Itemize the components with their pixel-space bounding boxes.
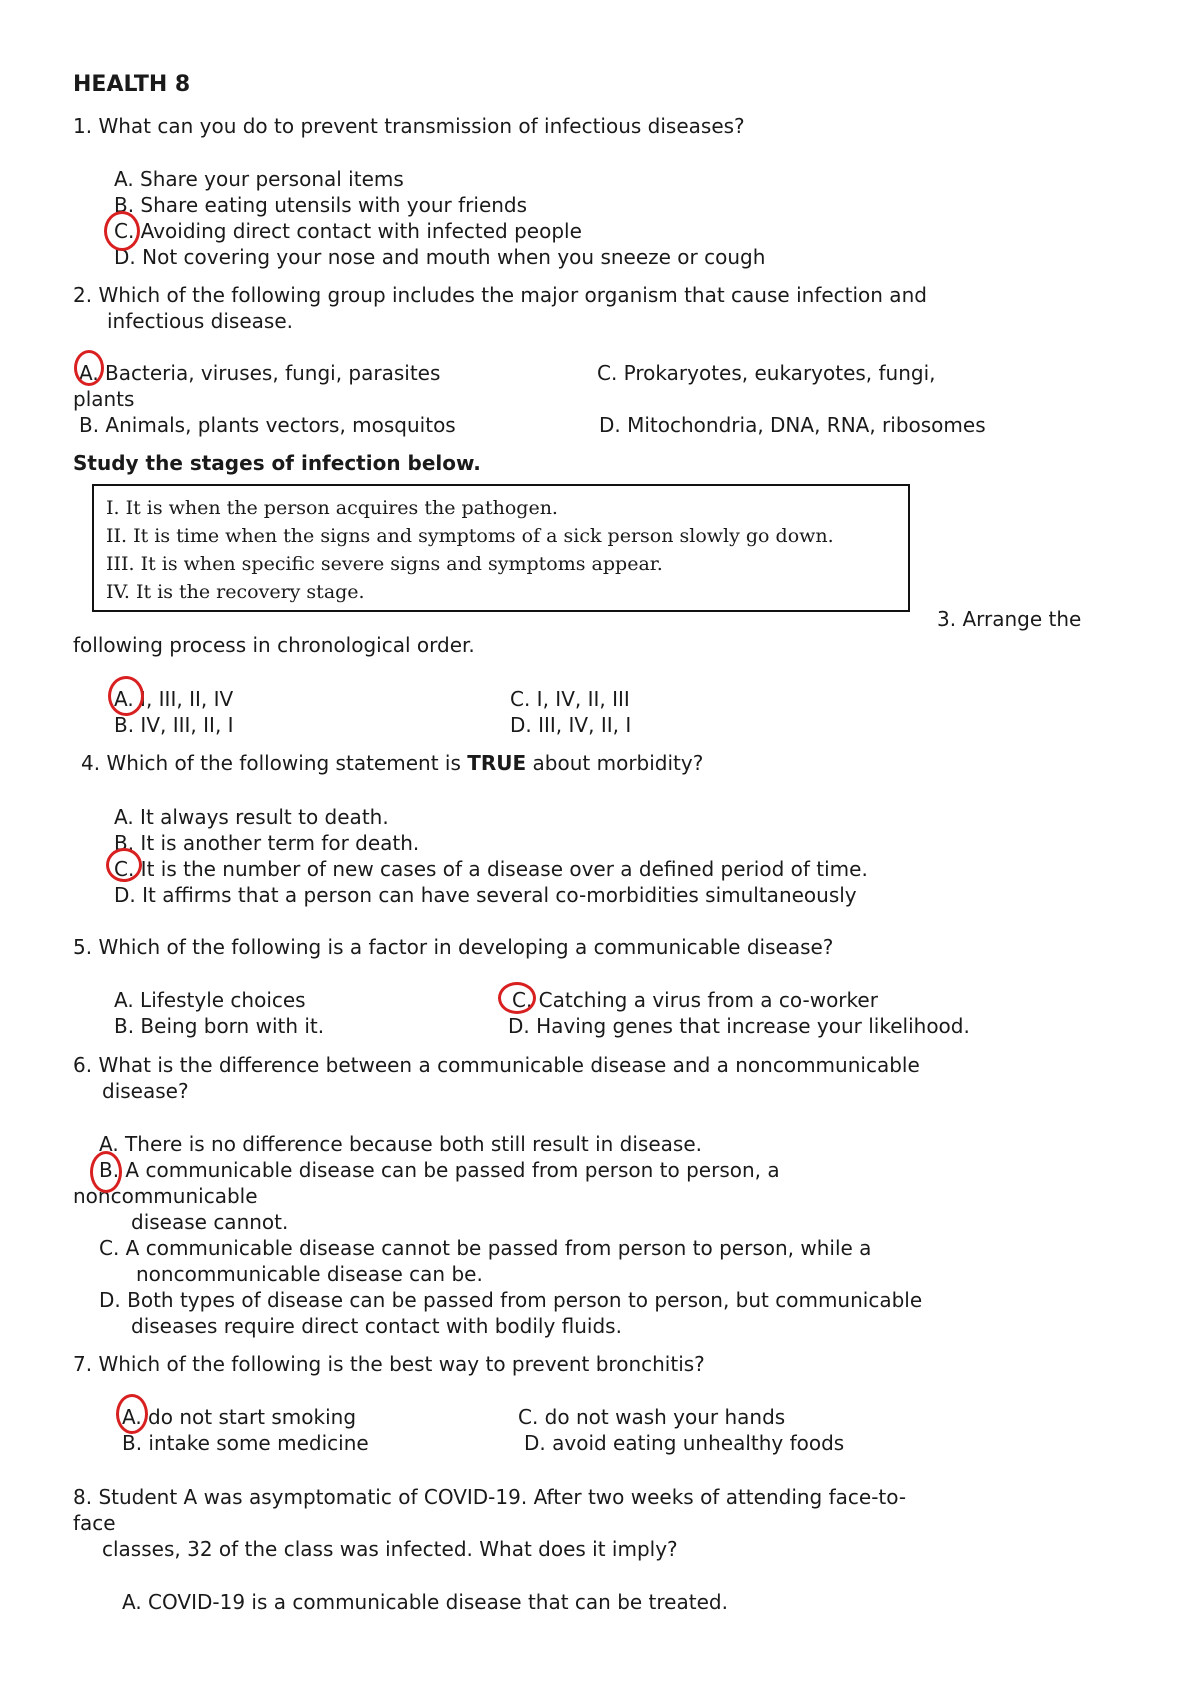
q8-question-cont: face: [73, 1511, 116, 1535]
q3-answer-circle: [108, 676, 144, 716]
q2-answer-circle: [74, 350, 104, 386]
q6-option-b[interactable]: B. A communicable disease can be passed from person to person, a: [99, 1158, 780, 1182]
q4-question-emphasis: TRUE: [467, 751, 527, 775]
q3-question: 3. Arrange the: [937, 607, 1082, 631]
q7-option-c[interactable]: C. do not wash your hands: [518, 1405, 786, 1429]
stage-item: III. It is when specific severe signs and symptoms appear.: [106, 553, 663, 575]
q4-option-d[interactable]: D. It affirms that a person can have several co-morbidities simultaneously: [114, 883, 857, 907]
q3-option-b[interactable]: B. IV, III, II, I: [114, 713, 234, 737]
q2-option-d[interactable]: D. Mitochondria, DNA, RNA, ribosomes: [599, 413, 986, 437]
q8-question-cont2: classes, 32 of the class was infected. What does it imply?: [102, 1537, 678, 1561]
stage-item: I. It is when the person acquires the pathogen.: [106, 497, 558, 519]
q5-option-a[interactable]: A. Lifestyle choices: [114, 988, 306, 1012]
q3-option-d[interactable]: D. III, IV, II, I: [510, 713, 632, 737]
page-title: HEALTH 8: [73, 72, 191, 97]
q4-question-pre: 4. Which of the following statement is: [81, 751, 468, 775]
q1-option-a[interactable]: A. Share your personal items: [114, 167, 404, 191]
q6-answer-circle: [90, 1151, 122, 1193]
q2-question: 2. Which of the following group includes the major organism that cause infection and: [73, 283, 927, 307]
q5-answer-circle: [498, 982, 536, 1014]
q3-option-a[interactable]: A. I, III, II, IV: [114, 687, 234, 711]
q7-option-d[interactable]: D. avoid eating unhealthy foods: [524, 1431, 845, 1455]
q2-option-b[interactable]: B. Animals, plants vectors, mosquitos: [79, 413, 456, 437]
q6-option-b-cont: noncommunicable: [73, 1184, 258, 1208]
q8-question: 8. Student A was asymptomatic of COVID-19. After two weeks of attending face-to-: [73, 1485, 907, 1509]
q3-question-cont: following process in chronological order.: [73, 633, 475, 657]
q6-option-b-cont2: disease cannot.: [131, 1210, 289, 1234]
q5-option-b[interactable]: B. Being born with it.: [114, 1014, 325, 1038]
q4-option-c[interactable]: C. It is the number of new cases of a disease over a defined period of time.: [114, 857, 868, 881]
stages-heading: Study the stages of infection below.: [73, 451, 481, 475]
q4-option-b[interactable]: B. It is another term for death.: [114, 831, 420, 855]
q4-answer-circle: [106, 848, 142, 882]
q6-option-d[interactable]: D. Both types of disease can be passed from person to person, but communicable: [99, 1288, 923, 1312]
q4-question: [81, 750, 703, 776]
stage-item: IV. It is the recovery stage.: [106, 581, 365, 603]
q5-option-c[interactable]: C. Catching a virus from a co-worker: [512, 988, 878, 1012]
q6-option-a[interactable]: A. There is no difference because both still result in disease.: [99, 1132, 702, 1156]
q6-question-cont: disease?: [102, 1079, 189, 1103]
q2-option-c-cont: plants: [73, 387, 135, 411]
q6-option-c[interactable]: C. A communicable disease cannot be passed from person to person, while a: [99, 1236, 872, 1260]
q2-option-c[interactable]: C. Prokaryotes, eukaryotes, fungi,: [597, 361, 936, 385]
q4-option-a[interactable]: A. It always result to death.: [114, 805, 389, 829]
q7-option-a[interactable]: A. do not start smoking: [122, 1405, 357, 1429]
q7-answer-circle: [116, 1394, 148, 1434]
q3-option-c[interactable]: C. I, IV, II, III: [510, 687, 630, 711]
q5-option-d[interactable]: D. Having genes that increase your likelihood.: [508, 1014, 970, 1038]
q6-option-c-cont: noncommunicable disease can be.: [136, 1262, 483, 1286]
q2-option-a[interactable]: A. Bacteria, viruses, fungi, parasites: [79, 361, 441, 385]
q5-question: 5. Which of the following is a factor in developing a communicable disease?: [73, 935, 834, 959]
q7-option-b[interactable]: B. intake some medicine: [122, 1431, 369, 1455]
stage-item: II. It is time when the signs and symptoms of a sick person slowly go down.: [106, 525, 834, 547]
q2-question-cont: infectious disease.: [107, 309, 293, 333]
q8-option-a[interactable]: A. COVID-19 is a communicable disease that can be treated.: [122, 1590, 728, 1614]
q1-option-d[interactable]: D. Not covering your nose and mouth when you sneeze or cough: [114, 245, 766, 269]
q6-option-d-cont: diseases require direct contact with bodily fluids.: [131, 1314, 622, 1338]
q4-question-post: about morbidity?: [526, 751, 704, 775]
q1-question: 1. What can you do to prevent transmission of infectious diseases?: [73, 114, 745, 138]
q1-option-c[interactable]: C. Avoiding direct contact with infected people: [114, 219, 582, 243]
stages-box: [92, 484, 910, 612]
q6-question: 6. What is the difference between a communicable disease and a noncommunicable: [73, 1053, 920, 1077]
q7-question: 7. Which of the following is the best way to prevent bronchitis?: [73, 1352, 705, 1376]
q1-option-b[interactable]: B. Share eating utensils with your friends: [114, 193, 528, 217]
q1-answer-circle: [104, 211, 140, 251]
